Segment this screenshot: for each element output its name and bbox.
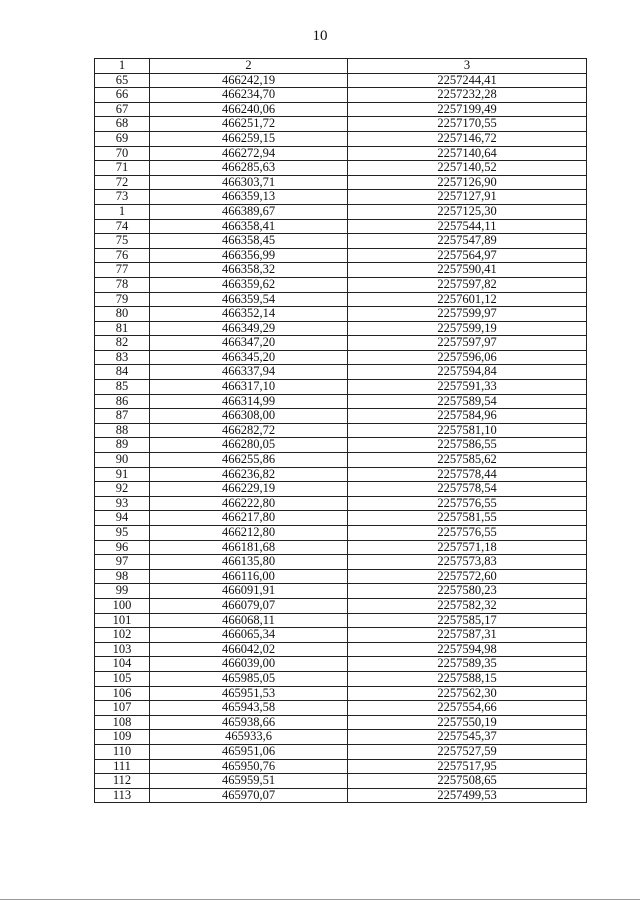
table-row xyxy=(95,394,587,409)
table-row xyxy=(95,131,587,146)
x-coordinate-cell: 465943,58 xyxy=(150,701,348,716)
table-row xyxy=(95,788,587,803)
y-coordinate-cell: 2257244,41 xyxy=(348,73,587,88)
table-row xyxy=(95,744,587,759)
point-number-cell: 91 xyxy=(95,467,150,482)
x-coordinate-cell: 466236,82 xyxy=(150,467,348,482)
x-coordinate-cell: 466352,14 xyxy=(150,307,348,322)
x-coordinate-cell: 466389,67 xyxy=(150,204,348,219)
x-coordinate-cell: 465959,51 xyxy=(150,774,348,789)
point-number-cell: 83 xyxy=(95,350,150,365)
x-coordinate-cell: 466359,13 xyxy=(150,190,348,205)
table-row xyxy=(95,628,587,643)
y-coordinate-cell: 2257564,97 xyxy=(348,248,587,263)
point-number-cell: 112 xyxy=(95,774,150,789)
table-header xyxy=(95,59,587,74)
page-number: 10 xyxy=(312,28,328,44)
table-row xyxy=(95,365,587,380)
table-row xyxy=(95,467,587,482)
y-coordinate-cell: 2257594,84 xyxy=(348,365,587,380)
table-body xyxy=(95,73,587,803)
table-row xyxy=(95,263,587,278)
table-row xyxy=(95,292,587,307)
point-number-cell: 103 xyxy=(95,642,150,657)
x-coordinate-cell: 466240,06 xyxy=(150,102,348,117)
table-row xyxy=(95,511,587,526)
y-coordinate-cell: 2257550,19 xyxy=(348,715,587,730)
table-row xyxy=(95,482,587,497)
table-row xyxy=(95,774,587,789)
point-number-cell: 82 xyxy=(95,336,150,351)
table-row xyxy=(95,307,587,322)
header-row xyxy=(95,59,587,74)
y-coordinate-cell: 2257581,55 xyxy=(348,511,587,526)
x-coordinate-cell: 466068,11 xyxy=(150,613,348,628)
point-number-cell: 93 xyxy=(95,496,150,511)
y-coordinate-cell: 2257199,49 xyxy=(348,102,587,117)
table-row xyxy=(95,671,587,686)
point-number-cell: 101 xyxy=(95,613,150,628)
point-number-cell: 1 xyxy=(95,204,150,219)
table-row xyxy=(95,73,587,88)
table-row xyxy=(95,759,587,774)
x-coordinate-cell: 466217,80 xyxy=(150,511,348,526)
x-coordinate-cell: 466358,45 xyxy=(150,234,348,249)
x-coordinate-cell: 466255,86 xyxy=(150,453,348,468)
y-coordinate-cell: 2257508,65 xyxy=(348,774,587,789)
y-coordinate-cell: 2257597,97 xyxy=(348,336,587,351)
point-number-cell: 78 xyxy=(95,277,150,292)
table-row xyxy=(95,438,587,453)
header-cell-y: 3 xyxy=(348,59,587,74)
table-row xyxy=(95,686,587,701)
y-coordinate-cell: 2257547,89 xyxy=(348,234,587,249)
y-coordinate-cell: 2257596,06 xyxy=(348,350,587,365)
table-row xyxy=(95,146,587,161)
table-row xyxy=(95,336,587,351)
x-coordinate-cell: 466314,99 xyxy=(150,394,348,409)
y-coordinate-cell: 2257578,54 xyxy=(348,482,587,497)
point-number-cell: 72 xyxy=(95,175,150,190)
y-coordinate-cell: 2257126,90 xyxy=(348,175,587,190)
y-coordinate-cell: 2257499,53 xyxy=(348,788,587,803)
table-row xyxy=(95,102,587,117)
point-number-cell: 75 xyxy=(95,234,150,249)
table-row xyxy=(95,350,587,365)
x-coordinate-cell: 466317,10 xyxy=(150,380,348,395)
point-number-cell: 85 xyxy=(95,380,150,395)
y-coordinate-cell: 2257127,91 xyxy=(348,190,587,205)
x-coordinate-cell: 466272,94 xyxy=(150,146,348,161)
y-coordinate-cell: 2257545,37 xyxy=(348,730,587,745)
x-coordinate-cell: 466303,71 xyxy=(150,175,348,190)
table-row xyxy=(95,409,587,424)
y-coordinate-cell: 2257586,55 xyxy=(348,438,587,453)
point-number-cell: 76 xyxy=(95,248,150,263)
x-coordinate-cell: 465951,06 xyxy=(150,744,348,759)
point-number-cell: 94 xyxy=(95,511,150,526)
x-coordinate-cell: 465933,6 xyxy=(150,730,348,745)
table-row xyxy=(95,277,587,292)
table-row xyxy=(95,204,587,219)
y-coordinate-cell: 2257588,15 xyxy=(348,671,587,686)
point-number-cell: 102 xyxy=(95,628,150,643)
point-number-cell: 97 xyxy=(95,555,150,570)
y-coordinate-cell: 2257146,72 xyxy=(348,131,587,146)
x-coordinate-cell: 466222,80 xyxy=(150,496,348,511)
table-row xyxy=(95,657,587,672)
table-row xyxy=(95,584,587,599)
point-number-cell: 95 xyxy=(95,526,150,541)
y-coordinate-cell: 2257140,52 xyxy=(348,161,587,176)
y-coordinate-cell: 2257599,97 xyxy=(348,307,587,322)
x-coordinate-cell: 466091,91 xyxy=(150,584,348,599)
y-coordinate-cell: 2257140,64 xyxy=(348,146,587,161)
table-row xyxy=(95,526,587,541)
point-number-cell: 73 xyxy=(95,190,150,205)
table-row xyxy=(95,88,587,103)
y-coordinate-cell: 2257594,98 xyxy=(348,642,587,657)
point-number-cell: 67 xyxy=(95,102,150,117)
x-coordinate-cell: 466356,99 xyxy=(150,248,348,263)
x-coordinate-cell: 466234,70 xyxy=(150,88,348,103)
table-row xyxy=(95,190,587,205)
x-coordinate-cell: 466251,72 xyxy=(150,117,348,132)
x-coordinate-cell: 466285,63 xyxy=(150,161,348,176)
x-coordinate-cell: 466345,20 xyxy=(150,350,348,365)
page-bottom-edge xyxy=(0,899,640,900)
y-coordinate-cell: 2257584,96 xyxy=(348,409,587,424)
y-coordinate-cell: 2257587,31 xyxy=(348,628,587,643)
x-coordinate-cell: 466242,19 xyxy=(150,73,348,88)
y-coordinate-cell: 2257578,44 xyxy=(348,467,587,482)
x-coordinate-cell: 466347,20 xyxy=(150,336,348,351)
table-row xyxy=(95,540,587,555)
y-coordinate-cell: 2257589,35 xyxy=(348,657,587,672)
point-number-cell: 90 xyxy=(95,453,150,468)
y-coordinate-cell: 2257527,59 xyxy=(348,744,587,759)
x-coordinate-cell: 466282,72 xyxy=(150,423,348,438)
x-coordinate-cell: 466349,29 xyxy=(150,321,348,336)
point-number-cell: 98 xyxy=(95,569,150,584)
point-number-cell: 84 xyxy=(95,365,150,380)
x-coordinate-cell: 466042,02 xyxy=(150,642,348,657)
point-number-cell: 88 xyxy=(95,423,150,438)
point-number-cell: 106 xyxy=(95,686,150,701)
y-coordinate-cell: 2257576,55 xyxy=(348,526,587,541)
point-number-cell: 70 xyxy=(95,146,150,161)
table-row xyxy=(95,234,587,249)
y-coordinate-cell: 2257170,55 xyxy=(348,117,587,132)
point-number-cell: 109 xyxy=(95,730,150,745)
point-number-cell: 71 xyxy=(95,161,150,176)
y-coordinate-cell: 2257580,23 xyxy=(348,584,587,599)
point-number-cell: 100 xyxy=(95,598,150,613)
table-row xyxy=(95,569,587,584)
y-coordinate-cell: 2257581,10 xyxy=(348,423,587,438)
point-number-cell: 111 xyxy=(95,759,150,774)
x-coordinate-cell: 466212,80 xyxy=(150,526,348,541)
table-row xyxy=(95,730,587,745)
x-coordinate-cell: 466229,19 xyxy=(150,482,348,497)
header-cell-point: 1 xyxy=(95,59,150,74)
point-number-cell: 108 xyxy=(95,715,150,730)
y-coordinate-cell: 2257582,32 xyxy=(348,598,587,613)
point-number-cell: 110 xyxy=(95,744,150,759)
table-row xyxy=(95,496,587,511)
x-coordinate-cell: 466280,05 xyxy=(150,438,348,453)
point-number-cell: 68 xyxy=(95,117,150,132)
x-coordinate-cell: 466259,15 xyxy=(150,131,348,146)
point-number-cell: 86 xyxy=(95,394,150,409)
x-coordinate-cell: 466039,00 xyxy=(150,657,348,672)
point-number-cell: 65 xyxy=(95,73,150,88)
x-coordinate-cell: 465985,05 xyxy=(150,671,348,686)
point-number-cell: 96 xyxy=(95,540,150,555)
point-number-cell: 69 xyxy=(95,131,150,146)
x-coordinate-cell: 466359,62 xyxy=(150,277,348,292)
table-row xyxy=(95,453,587,468)
table-row xyxy=(95,161,587,176)
point-number-cell: 92 xyxy=(95,482,150,497)
x-coordinate-cell: 465970,07 xyxy=(150,788,348,803)
table-row xyxy=(95,423,587,438)
point-number-cell: 89 xyxy=(95,438,150,453)
y-coordinate-cell: 2257125,30 xyxy=(348,204,587,219)
x-coordinate-cell: 465950,76 xyxy=(150,759,348,774)
x-coordinate-cell: 465938,66 xyxy=(150,715,348,730)
point-number-cell: 80 xyxy=(95,307,150,322)
y-coordinate-cell: 2257554,66 xyxy=(348,701,587,716)
header-cell-x: 2 xyxy=(150,59,348,74)
y-coordinate-cell: 2257232,28 xyxy=(348,88,587,103)
point-number-cell: 87 xyxy=(95,409,150,424)
y-coordinate-cell: 2257544,11 xyxy=(348,219,587,234)
table-row xyxy=(95,701,587,716)
x-coordinate-cell: 466116,00 xyxy=(150,569,348,584)
point-number-cell: 105 xyxy=(95,671,150,686)
table-row xyxy=(95,248,587,263)
y-coordinate-cell: 2257572,60 xyxy=(348,569,587,584)
y-coordinate-cell: 2257589,54 xyxy=(348,394,587,409)
table-row xyxy=(95,642,587,657)
x-coordinate-cell: 466358,41 xyxy=(150,219,348,234)
y-coordinate-cell: 2257517,95 xyxy=(348,759,587,774)
x-coordinate-cell: 466359,54 xyxy=(150,292,348,307)
point-number-cell: 74 xyxy=(95,219,150,234)
y-coordinate-cell: 2257601,12 xyxy=(348,292,587,307)
x-coordinate-cell: 466079,07 xyxy=(150,598,348,613)
table-row xyxy=(95,117,587,132)
point-number-cell: 104 xyxy=(95,657,150,672)
y-coordinate-cell: 2257590,41 xyxy=(348,263,587,278)
x-coordinate-cell: 466337,94 xyxy=(150,365,348,380)
y-coordinate-cell: 2257591,33 xyxy=(348,380,587,395)
table-row xyxy=(95,715,587,730)
table-row xyxy=(95,321,587,336)
point-number-cell: 79 xyxy=(95,292,150,307)
point-number-cell: 107 xyxy=(95,701,150,716)
x-coordinate-cell: 466308,00 xyxy=(150,409,348,424)
table-row xyxy=(95,175,587,190)
point-number-cell: 81 xyxy=(95,321,150,336)
x-coordinate-cell: 466358,32 xyxy=(150,263,348,278)
y-coordinate-cell: 2257585,62 xyxy=(348,453,587,468)
y-coordinate-cell: 2257599,19 xyxy=(348,321,587,336)
table-row xyxy=(95,219,587,234)
point-number-cell: 77 xyxy=(95,263,150,278)
y-coordinate-cell: 2257585,17 xyxy=(348,613,587,628)
y-coordinate-cell: 2257597,82 xyxy=(348,277,587,292)
x-coordinate-cell: 466135,80 xyxy=(150,555,348,570)
point-number-cell: 66 xyxy=(95,88,150,103)
coordinates-table xyxy=(94,58,587,803)
y-coordinate-cell: 2257571,18 xyxy=(348,540,587,555)
y-coordinate-cell: 2257573,83 xyxy=(348,555,587,570)
table-row xyxy=(95,598,587,613)
x-coordinate-cell: 466065,34 xyxy=(150,628,348,643)
table-row xyxy=(95,613,587,628)
x-coordinate-cell: 466181,68 xyxy=(150,540,348,555)
table-row xyxy=(95,555,587,570)
table-row xyxy=(95,380,587,395)
point-number-cell: 113 xyxy=(95,788,150,803)
y-coordinate-cell: 2257562,30 xyxy=(348,686,587,701)
y-coordinate-cell: 2257576,55 xyxy=(348,496,587,511)
x-coordinate-cell: 465951,53 xyxy=(150,686,348,701)
point-number-cell: 99 xyxy=(95,584,150,599)
